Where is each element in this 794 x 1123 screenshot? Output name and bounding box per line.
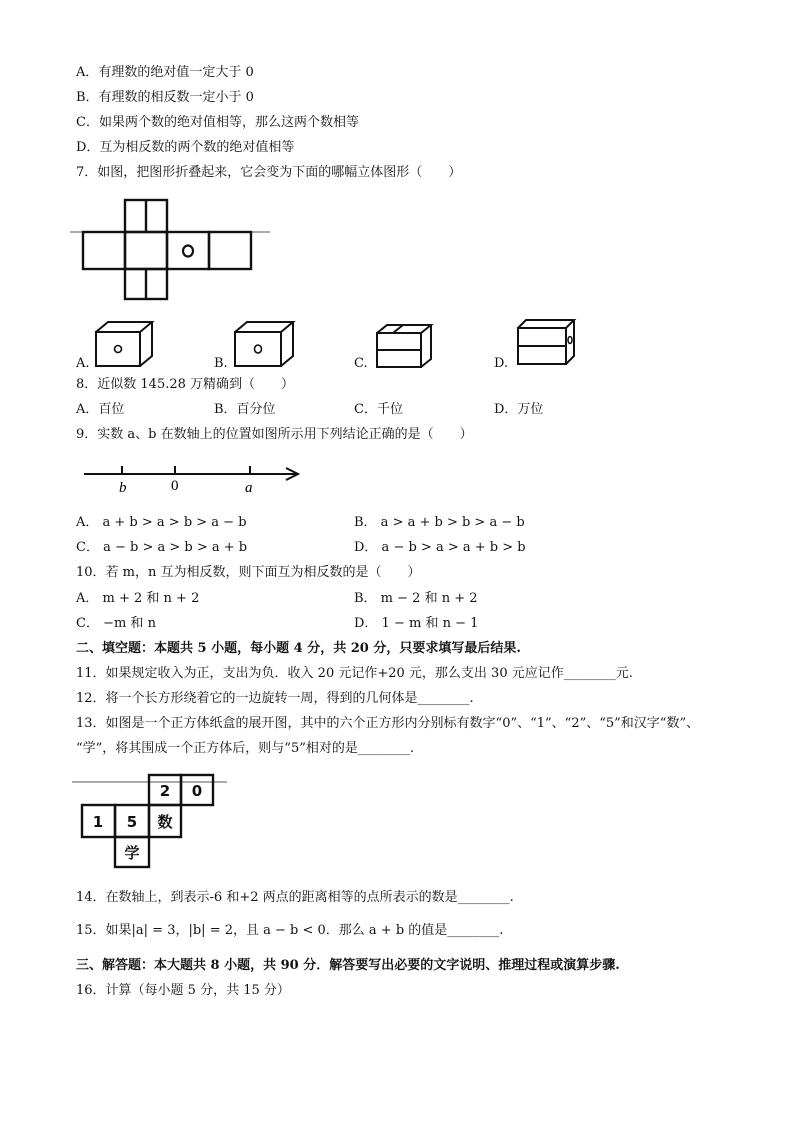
q7-label-a: A. bbox=[76, 356, 90, 371]
q8-option-c: C．千位 bbox=[354, 402, 403, 417]
q8-option-d: D．万位 bbox=[494, 402, 544, 417]
q6-option-d: D．互为相反数的两个数的绝对值相等 bbox=[76, 140, 295, 155]
q9-number-line bbox=[84, 462, 309, 498]
q10-stem: 10．若 m，n 互为相反数，则下面互为相反数的是（ ） bbox=[76, 565, 421, 580]
q10-option-a: A． m + 2 和 n + 2 bbox=[76, 591, 200, 606]
q9-label-b: b bbox=[119, 480, 127, 496]
q6-option-b: B．有理数的相反数一定小于 0 bbox=[76, 90, 254, 105]
q10-option-b: B． m − 2 和 n + 2 bbox=[354, 591, 478, 606]
q13-cell-xue: 学 bbox=[124, 844, 140, 862]
q16-text: 16．计算（每小题 5 分，共 15 分） bbox=[76, 983, 290, 998]
q6-option-c: C．如果两个数的绝对值相等，那么这两个数相等 bbox=[76, 115, 359, 130]
q9-label-a: a bbox=[245, 480, 253, 496]
q6-option-a: A．有理数的绝对值一定大于 0 bbox=[76, 65, 254, 80]
q12-text: 12．将一个长方形绕着它的一边旋转一周，得到的几何体是________. bbox=[76, 691, 474, 706]
q14-text: 14．在数轴上，到表示-6 和+2 两点的距离相等的点所表示的数是________. bbox=[76, 890, 514, 905]
q13-cube-net-figure bbox=[72, 772, 232, 872]
q13-cell-1: 1 bbox=[92, 813, 104, 831]
q7-label-b: B. bbox=[214, 356, 228, 371]
q11-text: 11．如果规定收入为正，支出为负．收入 20 元记作+20 元，那么支出 30 元应记作________元. bbox=[76, 666, 633, 681]
q9-option-b: B． a > a + b > b > a − b bbox=[354, 515, 525, 530]
q7-cube-a bbox=[94, 320, 164, 370]
q7-cube-d bbox=[516, 318, 586, 368]
q9-option-d: D． a − b > a > a + b > b bbox=[354, 540, 526, 555]
q8-stem: 8．近似数 145.28 万精确到（ ） bbox=[76, 377, 295, 392]
q7-cube-b bbox=[233, 320, 303, 370]
q9-option-c: C． a − b > a > b > a + b bbox=[76, 540, 248, 555]
q7-stem: 7．如图，把图形折叠起来，它会变为下面的哪幅立体图形（ ） bbox=[76, 165, 462, 180]
q13-cell-2: 2 bbox=[159, 782, 171, 800]
section2-heading: 二、填空题：本题共 5 小题，每小题 4 分，共 20 分，只要求填写最后结果. bbox=[76, 641, 521, 656]
q13-cell-5: 5 bbox=[126, 813, 138, 831]
q13-line2: “学”，将其围成一个正方体后，则与“5”相对的是________. bbox=[76, 741, 414, 756]
q7-label-c: C. bbox=[354, 356, 368, 371]
q8-option-b: B．百分位 bbox=[214, 402, 276, 417]
section3-heading: 三、解答题：本大题共 8 小题，共 90 分．解答要写出必要的文字说明、推理过程或演算步骤. bbox=[76, 958, 620, 973]
q8-option-a: A．百位 bbox=[76, 402, 125, 417]
q10-option-d: D． 1 − m 和 n − 1 bbox=[354, 616, 479, 631]
q7-label-d: D. bbox=[494, 356, 509, 371]
q13-cell-0: 0 bbox=[191, 782, 203, 800]
q10-option-c: C． −m 和 n bbox=[76, 616, 156, 631]
q13-line1: 13．如图是一个正方体纸盒的展开图，其中的六个正方形内分别标有数字“0”、“1”、“2”、“5”和汉字“数”、 bbox=[76, 716, 700, 731]
q15-text: 15．如果|a| = 3，|b| = 2，且 a − b < 0．那么 a + b 的值是________. bbox=[76, 923, 504, 938]
q7-cube-net-figure bbox=[70, 195, 270, 305]
q9-option-a: A． a + b > a > b > a − b bbox=[76, 515, 247, 530]
q13-cell-shu: 数 bbox=[157, 813, 173, 831]
q7-cube-c bbox=[375, 323, 445, 371]
q9-label-0: 0 bbox=[171, 478, 179, 494]
q9-stem: 9．实数 a、b 在数轴上的位置如图所示用下列结论正确的是（ ） bbox=[76, 427, 473, 442]
